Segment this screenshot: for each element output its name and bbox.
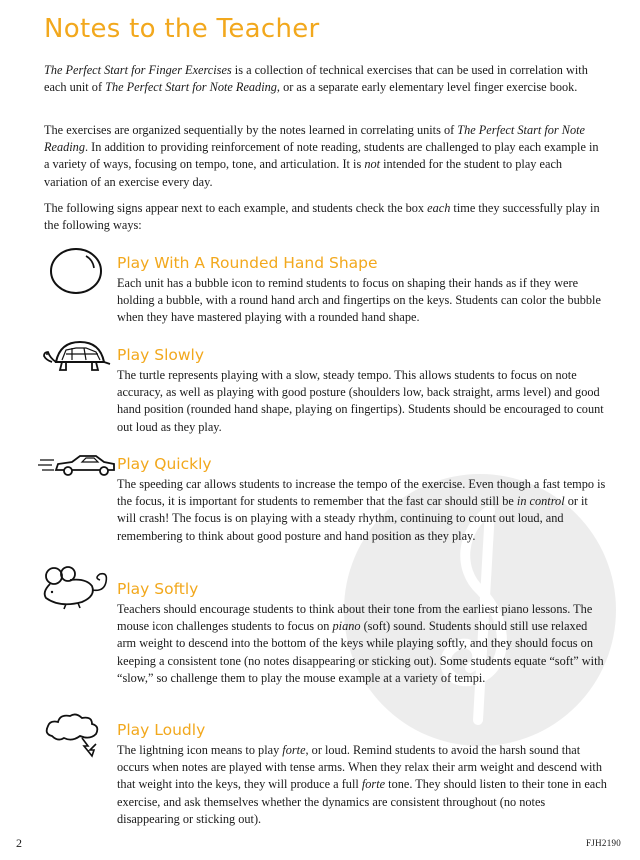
car-icon <box>38 452 118 478</box>
section-title-loudly: Play Loudly <box>117 721 206 739</box>
section-body-quickly: The speeding car allows students to increase the tempo of the exercise. Even though a fast tempo is the focus, it is important for students to remember that the fast car should still be in control or it will crash! The focus is on playing with a steady rhythm, continuing to count out loud, and remembering to think about good posture and hand position as they play. <box>117 477 606 543</box>
section-body-softly: Teachers should encourage students to think about their tone from the earliest piano lessons. The mouse icon challenges students to focus on piano (soft) sound. Students should still use relaxed arm weight to descend into the bottom of the keys while playing softly, and they should focus on keeping a consistent tone (no notes disappearing or sticking out). Some students equate “soft” with “slow,” so challenge them to play the mouse example at a variety of tempi. <box>117 602 604 685</box>
section-title-slowly: Play Slowly <box>117 346 205 364</box>
bubble-icon <box>46 244 106 298</box>
section-body-slowly: The turtle represents playing with a slow, steady tempo. This allows students to focus on note accuracy, as well as playing with good posture (shoulders low, back straight, arms level) and good hand position (rounded hand shape, playing on fingertips). Students should be encouraged to count out loud as they play. <box>117 368 604 434</box>
lightning-cloud-icon <box>42 712 116 758</box>
section-title-softly: Play Softly <box>117 580 199 598</box>
catalog-code: FJH2190 <box>586 838 622 848</box>
mouse-icon <box>40 566 114 610</box>
page-title: Notes to the Teacher <box>44 14 320 44</box>
turtle-icon <box>42 336 114 376</box>
page-number: 2 <box>16 836 22 850</box>
section-body-loudly: The lightning icon means to play forte, or loud. Remind students to avoid the harsh sound that occurs when notes are played with tense arms. When they relax their arm weight and descend with that weight into the keys, they will produce a full forte tone. They should listen to their tone in each exercise, and ask themselves whether the dynamics are consistent throughout (no notes disappearing or sticking out). <box>117 743 607 826</box>
intro-paragraph-2: The exercises are organized sequentially by the notes learned in correlating units of The Perfect Start for Note Reading. In addition to providing reinforcement of note reading, students are challenged to play each example in a variety of ways, focusing on tempo, tone, and articulation. It is not intended for the student to play each variation of an exercise every day. <box>44 123 599 189</box>
intro-paragraph-3: The following signs appear next to each example, and students check the box each time they successfully play in the following ways: <box>44 201 600 233</box>
section-body-rounded: Each unit has a bubble icon to remind students to focus on shaping their hands as if they were holding a bubble, with a round hand arch and fingertips on the keys. Students can color the bubble when they have mastered playing with a rounded hand shape. <box>117 276 601 325</box>
section-title-quickly: Play Quickly <box>117 455 212 473</box>
section-title-rounded: Play With A Rounded Hand Shape <box>117 254 378 272</box>
intro-paragraph-1: The Perfect Start for Finger Exercises is a collection of technical exercises that can be used in correlation with each unit of The Perfect Start for Note Reading, or as a separate early elementary level finger exercise book. <box>44 63 588 95</box>
